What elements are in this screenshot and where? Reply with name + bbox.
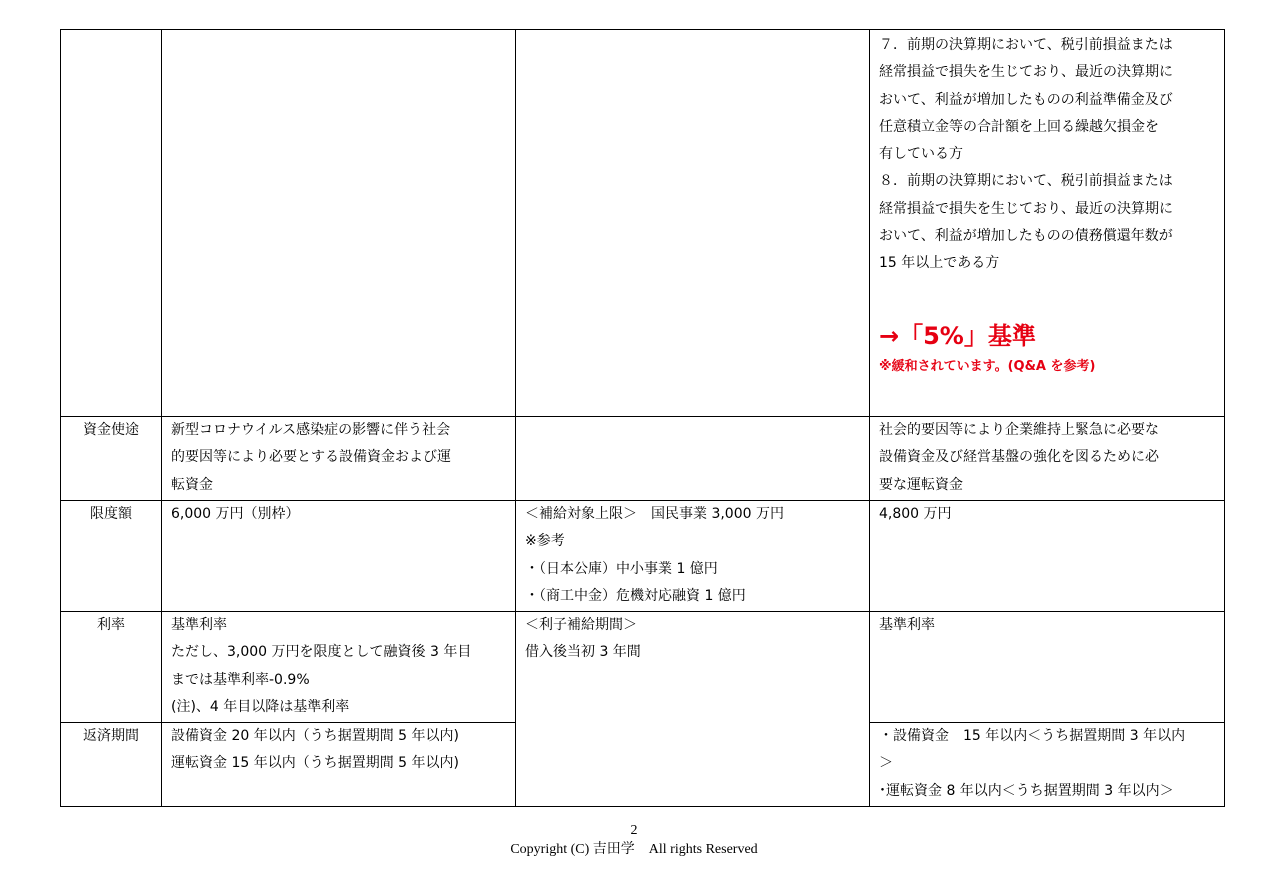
text-line: ＞ (879, 755, 893, 772)
text-line: 経常損益で損失を生じており、最近の決算期に (879, 64, 1173, 81)
purpose-col1 (162, 417, 516, 501)
text-line: ・（商工中金）危機対応融資 1 億円 (525, 587, 746, 604)
text-line: ＜補給対象上限＞ 国民事業 3,000 万円 (525, 506, 784, 522)
text-line: 経常損益で損失を生じており、最近の決算期に (879, 200, 1173, 217)
text-line: 6,000 万円（別枠） (171, 506, 300, 522)
rate-col2 (516, 612, 870, 807)
relaxed-note: ※緩和されています。(Q&A を参考) (879, 358, 1096, 374)
row-label-repay: 返済期間 (61, 723, 162, 807)
text-line: ８．前期の決算期において、税引前損益または (879, 173, 1173, 190)
text-line: 転資金 (171, 476, 213, 493)
row-label-limit: 限度額 (61, 501, 162, 612)
repay-col1 (162, 723, 516, 807)
criteria-lines (879, 32, 1218, 278)
copyright-notice: Copyright (C) 吉田学 All rights Reserved (510, 842, 758, 857)
text-line: 要な運転資金 (879, 476, 963, 493)
table-row (61, 30, 1225, 417)
row-label-rate: 利率 (61, 612, 162, 723)
text-line: 新型コロナウイルス感染症の影響に伴う社会 (171, 422, 451, 438)
text-line: 社会的要因等により企業維持上緊急に必要な (879, 422, 1159, 438)
text-line: 的要因等により必要とする設備資金および運 (171, 449, 451, 466)
text-line: ・設備資金 15 年以内＜うち据置期間 3 年以内 (879, 728, 1186, 744)
text-line: 有している方 (879, 146, 963, 163)
table-row (61, 501, 1225, 612)
text-line: 15 年以上である方 (879, 255, 1000, 272)
text-line: 任意積立金等の合計額を上回る繰越欠損金を (879, 118, 1159, 135)
table-row (61, 612, 1225, 723)
text-line: ･運転資金 8 年以内＜うち据置期間 3 年以内＞ (879, 782, 1174, 799)
cell-empty (162, 30, 516, 417)
text-line: ＜利子補給期間＞ (525, 617, 637, 633)
text-line: ※参考 (525, 533, 565, 550)
text-line: 基準利率 (171, 617, 227, 633)
row-label-purpose: 資金使途 (61, 417, 162, 501)
text-line: ・（日本公庫）中小事業 1 億円 (525, 560, 718, 577)
text-line: 運転資金 15 年以内（うち据置期間 5 年以内) (171, 755, 459, 772)
limit-col1 (162, 501, 516, 612)
text-line: 設備資金 20 年以内（うち据置期間 5 年以内) (171, 728, 459, 744)
rate-col1 (162, 612, 516, 723)
page-number: 2 (630, 823, 638, 838)
text-line: ７．前期の決算期において、税引前損益または (879, 37, 1173, 53)
text-line: 基準利率 (879, 617, 935, 633)
text-line: おいて、利益が増加したものの利益準備金及び (879, 91, 1173, 108)
cell-empty (516, 417, 870, 501)
limit-col2 (516, 501, 870, 612)
text-line: までは基準利率-0.9% (171, 671, 310, 688)
repay-col3 (870, 723, 1225, 807)
text-line: 4,800 万円 (879, 506, 952, 522)
label-cell-empty (61, 30, 162, 417)
text-line: (注)、4 年目以降は基準利率 (171, 698, 350, 715)
financing-comparison-table (60, 29, 1225, 807)
text-line: 設備資金及び経営基盤の強化を図るために必 (879, 449, 1159, 466)
text-line: おいて、利益が増加したものの債務償還年数が (879, 228, 1173, 245)
limit-col3 (870, 501, 1225, 612)
table-row (61, 417, 1225, 501)
rate-col3 (870, 612, 1225, 723)
highlight-5percent: →「5%」基準 (879, 321, 1036, 350)
text-line: ただし、3,000 万円を限度として融資後 3 年目 (171, 644, 472, 661)
cell-empty (516, 30, 870, 417)
text-line: 借入後当初 3 年間 (525, 644, 641, 661)
criteria-cell (870, 30, 1225, 417)
purpose-col3 (870, 417, 1225, 501)
